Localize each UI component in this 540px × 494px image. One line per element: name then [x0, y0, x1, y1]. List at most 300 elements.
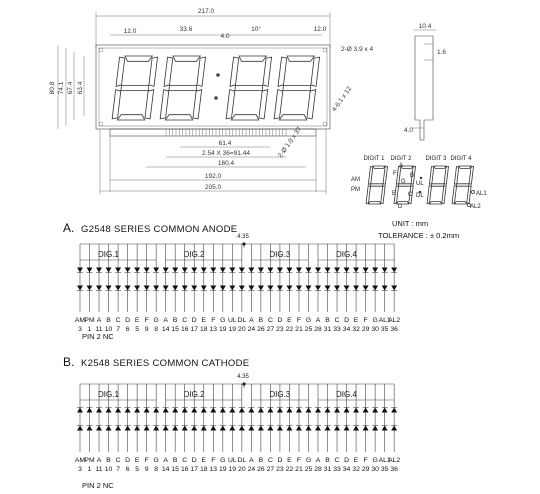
led-diode-symbol	[182, 426, 188, 431]
pin-number: 27	[266, 326, 275, 333]
pin-number: 26	[257, 466, 265, 473]
led-diode-symbol	[125, 408, 131, 413]
pin-number: 25	[304, 326, 313, 333]
segment-b	[149, 57, 158, 86]
digit-group-label: DIG.2	[183, 390, 205, 399]
led-diode-symbol	[96, 426, 102, 431]
led-diode-symbol	[220, 268, 226, 273]
section-b-circuit	[75, 382, 401, 473]
segment-a	[287, 56, 314, 61]
pin-number: 30	[371, 326, 379, 333]
legend-am: AM	[351, 177, 360, 183]
pin-number: 16	[180, 326, 189, 333]
led-diode-symbol	[258, 268, 264, 273]
led-diode-symbol	[77, 426, 83, 431]
led-diode-symbol	[344, 286, 350, 291]
pin-number: 19	[219, 326, 227, 333]
pin-name: D	[277, 457, 283, 464]
segment-f	[278, 57, 287, 86]
pin-number: 31	[323, 466, 332, 473]
led-diode-symbol	[382, 408, 388, 413]
pin-number: 18	[199, 466, 208, 473]
digit-group-label: DIG.4	[336, 390, 357, 399]
pin-name: G	[372, 457, 378, 464]
led-diode-symbol	[220, 426, 226, 431]
led-diode-symbol	[391, 286, 397, 291]
front-pins	[166, 129, 286, 136]
segment-a	[125, 56, 152, 61]
pin-name: F	[363, 457, 368, 464]
led-diode-symbol	[382, 286, 388, 291]
led-diode-symbol	[191, 426, 197, 431]
pin-name: D	[191, 317, 197, 324]
pin-name: B	[172, 457, 178, 464]
pin-number: 29	[361, 326, 370, 333]
pin-number: 8	[154, 326, 159, 333]
legend-digit-4: DIGIT 4	[450, 156, 472, 162]
segment-f	[230, 57, 239, 86]
pin-name: D	[125, 317, 131, 324]
pin-number: 24	[247, 466, 256, 473]
segment-d	[368, 202, 380, 204]
led-diode-symbol	[239, 268, 245, 273]
pin-number: 13	[209, 326, 218, 333]
pin-number: 32	[352, 466, 360, 473]
led-diode-symbol	[163, 426, 169, 431]
led-diode-symbol	[239, 286, 245, 291]
pin-name: G	[372, 317, 378, 324]
legend-dl: DL	[416, 193, 424, 199]
section-a-letter: A.	[63, 221, 75, 235]
led-diode-symbol	[296, 268, 302, 273]
segment-d	[117, 115, 144, 120]
led-diode-symbol	[115, 408, 121, 413]
led-diode-symbol	[363, 408, 369, 413]
led-diode-symbol	[172, 408, 178, 413]
pin-name: G	[305, 457, 312, 464]
led-diode-symbol	[277, 286, 283, 291]
led-diode-symbol	[277, 408, 283, 413]
pin-name: G	[220, 457, 226, 464]
segment-d	[231, 115, 258, 120]
legend-al1-dot	[472, 191, 475, 194]
segment-c	[307, 90, 316, 119]
segment-f	[116, 57, 125, 86]
led-diode-symbol	[153, 286, 159, 291]
pin-pitch-label: 2.54 X 36=91.44	[202, 150, 250, 157]
segment-e	[160, 90, 169, 119]
section-a-voltage: 4.35	[237, 234, 249, 240]
seg-label-g: G	[401, 179, 406, 185]
led-diode-symbol	[144, 426, 150, 431]
led-diode-symbol	[106, 286, 112, 291]
pin-number: 25	[304, 466, 313, 473]
pin-name: G	[153, 457, 159, 464]
led-diode-symbol	[182, 268, 188, 273]
led-diode-symbol	[144, 408, 150, 413]
pin-number: 3	[78, 326, 82, 333]
segment-b	[311, 57, 320, 86]
slant-label: 10°	[251, 26, 261, 33]
led-diode-symbol	[229, 286, 235, 291]
led-diode-symbol	[201, 426, 207, 431]
side-thick-label: 1.6	[437, 49, 447, 56]
segment-b	[383, 166, 387, 184]
pin-name: C	[334, 317, 340, 324]
pin-number: 15	[171, 326, 179, 333]
segment-c	[381, 186, 385, 204]
pin-number: 5	[135, 466, 140, 473]
led-diode-symbol	[296, 286, 302, 291]
led-diode-symbol	[229, 426, 235, 431]
led-diode-symbol	[353, 286, 359, 291]
pin-number: 17	[190, 466, 199, 473]
front-digit-1	[112, 56, 157, 120]
pin-name: A	[163, 317, 168, 324]
seg-label-f: F	[393, 171, 397, 177]
pin-number: 21	[295, 326, 303, 333]
front-digit-2	[160, 56, 205, 120]
pin-number: 19	[219, 466, 227, 473]
pin-name: E	[201, 457, 207, 464]
pin-name: C	[334, 457, 340, 464]
led-diode-symbol	[305, 286, 311, 291]
height-3-label: 63.4	[77, 81, 84, 95]
hole-b-label: 2-Ø 1.0 x 37	[276, 125, 304, 160]
pin-number: 8	[154, 466, 159, 473]
mount-hole-label: 2-Ø 3.9 x 4	[341, 46, 374, 53]
led-diode-symbol	[277, 268, 283, 273]
led-diode-symbol	[163, 286, 169, 291]
led-diode-symbol	[267, 426, 273, 431]
pin-name: B	[172, 317, 178, 324]
pin-number: 17	[190, 326, 199, 333]
pin-name: AM	[74, 457, 86, 464]
led-diode-symbol	[344, 268, 350, 273]
led-diode-symbol	[239, 408, 245, 413]
front-digit-3	[226, 56, 271, 120]
section-b-pin-note: PIN 2 NC	[82, 481, 114, 490]
led-diode-symbol	[315, 426, 321, 431]
section-common-cathode	[63, 355, 400, 490]
seg-label-d: D	[398, 204, 403, 210]
legend-digit-shape-4	[452, 166, 473, 204]
segment-e	[226, 90, 235, 119]
led-diode-symbol	[325, 286, 331, 291]
pin-name: D	[191, 457, 197, 464]
pin-number: 11	[95, 326, 103, 333]
pin-number: 10	[104, 326, 113, 333]
segment-g	[432, 184, 445, 186]
led-diode-symbol	[115, 286, 121, 291]
led-diode-symbol	[87, 286, 93, 291]
pin-name: F	[363, 317, 368, 324]
led-diode-symbol	[125, 268, 131, 273]
pin-number: 36	[390, 466, 398, 473]
pin-number: 1	[87, 326, 92, 333]
segment-c	[259, 90, 268, 119]
pin-name: DL	[237, 317, 247, 324]
pin-name: AL1	[378, 457, 391, 464]
led-diode-symbol	[267, 286, 273, 291]
seg-label-a: A	[399, 163, 404, 169]
pin-name: C	[182, 457, 188, 464]
legend-ul: UL	[416, 181, 424, 187]
pin-number: 11	[95, 466, 103, 473]
segment-d	[279, 115, 306, 120]
led-diode-symbol	[182, 286, 188, 291]
segment-b	[469, 166, 473, 184]
seg-label-b: B	[410, 173, 415, 179]
pin-number: 7	[116, 326, 120, 333]
front-view	[49, 8, 374, 194]
led-diode-symbol	[191, 268, 197, 273]
pin-name: G	[153, 317, 159, 324]
pin-number: 16	[180, 466, 189, 473]
segment-c	[442, 186, 446, 204]
led-diode-symbol	[315, 408, 321, 413]
led-diode-symbol	[87, 268, 93, 273]
led-diode-symbol	[382, 426, 388, 431]
legend-digit-2: DIGIT 2	[390, 156, 412, 162]
led-diode-symbol	[286, 268, 292, 273]
segment-c	[467, 186, 471, 204]
pin-number: 24	[247, 326, 256, 333]
led-diode-symbol	[210, 286, 216, 291]
led-diode-symbol	[239, 426, 245, 431]
pin-name: B	[258, 457, 264, 464]
pin-number: 6	[125, 466, 130, 473]
led-diode-symbol	[315, 268, 321, 273]
segment-e	[274, 90, 283, 119]
led-diode-symbol	[153, 408, 159, 413]
led-diode-symbol	[248, 408, 254, 413]
led-diode-symbol	[87, 426, 93, 431]
pin-name: E	[287, 317, 292, 324]
pin-number: 6	[125, 326, 130, 333]
seg-label-e: E	[392, 191, 397, 197]
led-diode-symbol	[258, 286, 264, 291]
led-diode-symbol	[372, 408, 378, 413]
segment-a	[459, 166, 471, 168]
pin-name: E	[134, 317, 140, 324]
segment-d	[454, 202, 466, 204]
led-diode-symbol	[191, 408, 197, 413]
led-diode-symbol	[96, 286, 102, 291]
segment-g	[371, 184, 384, 186]
digit-group-label: DIG.3	[269, 250, 291, 259]
led-diode-symbol	[286, 286, 292, 291]
pin-name: B	[106, 317, 111, 324]
pin-number: 3	[78, 466, 82, 473]
led-diode-symbol	[372, 426, 378, 431]
led-diode-symbol	[248, 268, 254, 273]
legend-al1: AL1	[476, 191, 487, 197]
pin-name: F	[296, 317, 302, 324]
segment-a	[373, 166, 385, 168]
pin-number: 9	[144, 326, 149, 333]
led-diode-symbol	[325, 268, 331, 273]
led-diode-symbol	[305, 426, 311, 431]
segment-e	[112, 90, 121, 119]
pin-name: E	[353, 457, 359, 464]
led-diode-symbol	[229, 268, 235, 273]
overall-width-label: 217.0	[197, 8, 215, 15]
digit-width-label: 33.6	[179, 26, 193, 33]
pin-name: F	[296, 457, 302, 464]
legend-al2: AL2	[470, 204, 481, 210]
led-diode-symbol	[172, 286, 178, 291]
pin-name: F	[211, 317, 216, 324]
side-view	[404, 23, 446, 140]
unit-note: UNIT : mm	[392, 219, 429, 228]
side-width-label: 10.4	[418, 23, 432, 30]
led-diode-symbol	[134, 268, 140, 273]
led-diode-symbol	[210, 426, 216, 431]
pin-name: PM	[84, 457, 95, 464]
digit-group-label: DIG.4	[336, 250, 357, 259]
pin-name: F	[211, 457, 216, 464]
led-diode-symbol	[315, 286, 321, 291]
pin-number: 14	[161, 466, 170, 473]
legend-pm: PM	[351, 187, 360, 193]
front-digits	[112, 56, 319, 120]
pin-number: 35	[380, 326, 389, 333]
height-total-label: 80.8	[49, 81, 56, 95]
pin-name: E	[134, 457, 140, 464]
led-diode-symbol	[363, 286, 369, 291]
led-diode-symbol	[77, 268, 83, 273]
pin-span-label: 61.4	[218, 140, 232, 147]
pin-name: PM	[84, 317, 95, 324]
led-diode-symbol	[172, 426, 178, 431]
legend-digit-1: DIGIT 1	[363, 156, 385, 162]
led-diode-symbol	[267, 268, 273, 273]
pin-name: G	[220, 317, 226, 324]
section-b-letter: B.	[63, 355, 75, 369]
led-diode-symbol	[106, 268, 112, 273]
height-1-label: 74.1	[58, 81, 65, 95]
pin-number: 22	[285, 466, 294, 473]
pin-number: 13	[209, 466, 218, 473]
pin-name: A	[249, 457, 254, 464]
led-diode-symbol	[163, 408, 169, 413]
digit-gap-label: 4.0	[220, 33, 230, 40]
led-diode-symbol	[363, 268, 369, 273]
segment-g	[121, 85, 149, 90]
side-pin-label: 4.0	[404, 127, 414, 134]
pin-number: 29	[361, 466, 370, 473]
led-diode-symbol	[115, 268, 121, 273]
led-diode-symbol	[144, 286, 150, 291]
digit-group-label: DIG.2	[183, 250, 205, 259]
segment-d	[429, 202, 441, 204]
height-2-label: 67.4	[67, 81, 74, 95]
pin-number: 33	[333, 466, 341, 473]
led-diode-symbol	[353, 426, 359, 431]
led-diode-symbol	[96, 268, 102, 273]
pin-name: F	[144, 317, 149, 324]
pin-number: 27	[266, 466, 275, 473]
led-diode-symbol	[96, 408, 102, 413]
segment-a	[239, 56, 266, 61]
segment-c	[145, 90, 154, 119]
pin-number: 7	[116, 466, 120, 473]
led-diode-symbol	[210, 268, 216, 273]
segment-d	[165, 115, 192, 120]
pin-name: AL1	[378, 317, 391, 324]
pin-number: 21	[295, 466, 303, 473]
pin-name: A	[96, 457, 102, 464]
led-diode-symbol	[344, 426, 350, 431]
led-diode-symbol	[172, 268, 178, 273]
led-diode-symbol	[391, 426, 397, 431]
led-diode-symbol	[325, 408, 331, 413]
pin-name: C	[267, 457, 273, 464]
pin-name: A	[249, 317, 254, 324]
led-diode-symbol	[334, 408, 340, 413]
segment-g	[457, 184, 470, 186]
pin-name: A	[315, 457, 321, 464]
led-diode-symbol	[344, 408, 350, 413]
led-diode-symbol	[134, 408, 140, 413]
display-body-outline	[96, 45, 330, 129]
pin-name: D	[277, 317, 283, 324]
led-diode-symbol	[106, 426, 112, 431]
pin-number: 5	[135, 326, 140, 333]
pin-name: D	[344, 457, 350, 464]
rail-node	[242, 242, 245, 245]
led-diode-symbol	[134, 286, 140, 291]
segment-g	[235, 85, 263, 90]
digit-group-label: DIG.1	[98, 390, 119, 399]
pin-number: 34	[342, 466, 351, 473]
led-diode-symbol	[201, 286, 207, 291]
pin-number: 23	[276, 466, 284, 473]
pin-name: C	[182, 317, 188, 324]
pin-number: 22	[285, 326, 294, 333]
led-diode-symbol	[267, 408, 273, 413]
pin-name: E	[353, 317, 359, 324]
pin-name: D	[344, 317, 350, 324]
pin-name: E	[201, 317, 207, 324]
pin-name: D	[125, 457, 131, 464]
pin-number: 28	[314, 466, 322, 473]
side-profile	[415, 36, 433, 140]
segment-g	[283, 85, 311, 90]
segment-a	[434, 166, 446, 168]
pcb-2-label: 192.0	[204, 173, 222, 180]
segment-e	[366, 186, 370, 204]
led-diode-symbol	[277, 426, 283, 431]
pin-name: AL2	[388, 457, 401, 464]
led-diode-symbol	[258, 408, 264, 413]
pin-name: C	[267, 317, 273, 324]
section-common-anode	[63, 221, 400, 341]
tolerance-note: TOLERANCE : ± 0.2mm	[378, 231, 460, 240]
pin-name: C	[115, 317, 121, 324]
led-diode-symbol	[191, 286, 197, 291]
led-diode-symbol	[248, 426, 254, 431]
legend-digit-3: DIGIT 3	[425, 156, 447, 162]
pin-number: 18	[199, 326, 208, 333]
pin-number: 28	[314, 326, 322, 333]
pcb-3-label: 205.0	[204, 184, 222, 191]
led-diode-symbol	[153, 426, 159, 431]
led-diode-symbol	[229, 408, 235, 413]
digit-group-label: DIG.3	[269, 390, 291, 399]
led-diode-symbol	[163, 268, 169, 273]
